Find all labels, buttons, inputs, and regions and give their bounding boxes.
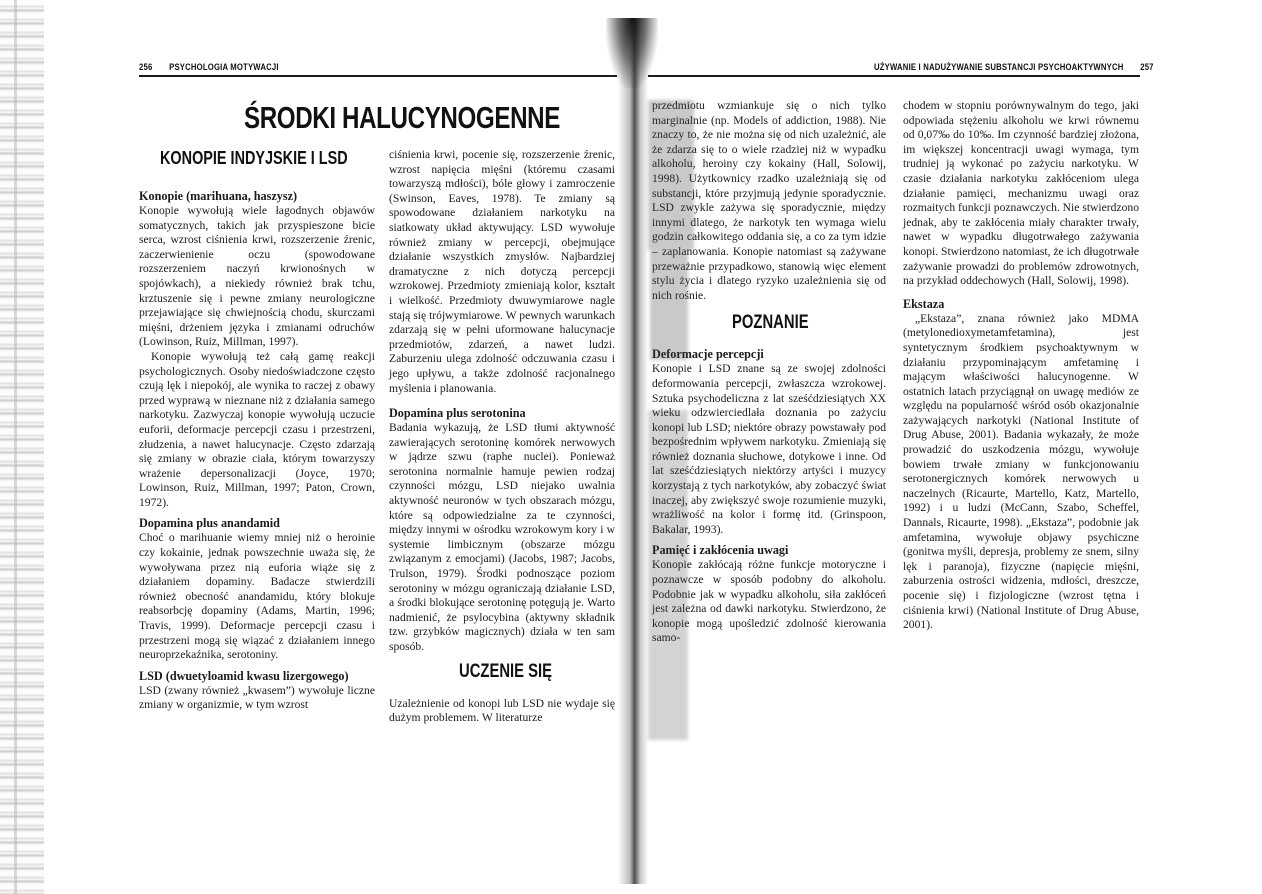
paragraph: przedmiotu wzmiankuje się o nich tylko marginalnie (np. Models of addiction, 1988). Nie znaczy to, że nie można się od nich uzależnić, ale że zdarza się to o wiele rzadziej niż w wypadku alkoholu, heroiny czy kokainy (Hall, Solowij, 1998). Użytkownicy rzadko uzależniają się od substancji, które przyjmują jedynie sporadycznie. LSD zwykle zażywa się sporadycznie, między innymi dlatego, że narkotyk ten wymaga wielu godzin całkowitego oddania się, a co za tym idzie – zaplanowania. Konopie natomiast są zażywane przeważnie przypadkowo, stanowią więc element stylu życia i dlatego ryzyko uzależnienia się od nich rośnie. — [652, 99, 886, 302]
left-page-column-2 — [389, 148, 615, 726]
subheading-memory: Pamięć i zakłócenia uwagi — [652, 543, 789, 558]
scan-smudge — [650, 250, 688, 360]
section-title-cannabis-lsd: KONOPIE INDYJSKIE I LSD — [160, 147, 348, 168]
left-page-header — [139, 62, 279, 72]
section-title-learning-wrap — [389, 655, 615, 697]
chapter-title: ŚRODKI HALUCYNOGENNE — [244, 100, 560, 135]
paragraph: Konopie zakłócają różne funkcje motoryczne i poznawcze w sposób podobny do alkoholu. Podobnie jak w wypadku alkoholu, siła zakłóceń jest zależna od dawki narkotyku. Stwierdzono, że konopie mogą upośledzić zdolność kierowania samo- — [652, 558, 886, 645]
subheading-cannabis: Konopie (marihuana, haszysz) — [139, 189, 298, 203]
paragraph: Uzależnienie od konopi lub LSD nie wydaje się dużym problemem. W literaturze — [389, 696, 615, 725]
right-page-column-2 — [903, 99, 1139, 633]
scan-page-edge — [0, 0, 44, 894]
scan-smudge — [648, 100, 694, 250]
paragraph: Choć o marihuanie wiemy mniej niż o heroinie czy kokainie, jednak powszechnie uważa się, że wywoływana przez nią euforia wiąże się z działaniem dopaminy. Badacze stwierdzili również obecność anandamidu, który blokuje reabsorbcję dopaminy (Adams, Martin, 1996; Travis, 1999). Deformacje percepcji czasu i przestrzeni mogą się wiązać z działaniem innego neuroprzekaźnika, serotoniny. — [139, 531, 375, 662]
subheading-anandamide: Dopamina plus anandamid — [139, 516, 280, 531]
left-page-number: 256 — [139, 62, 153, 72]
paragraph: Konopie wywołują wiele łagodnych objawów somatycznych, takich jak przyspieszone bicie serca, wzrost ciśnienia krwi, rozszerzenie źrenic, zaczerwienienie oczu (spowodowane rozszerzeniem naczyń krwionośnych w spojówkach), a niekiedy również brak tchu, krztuszenie się i pewne zmiany neurologiczne przejawiające się chwiejnością chodu, skurczami mięśni, drżeniem języka i zmianami odruchów (Lowinson, Ruiz, Millman, 1997). — [139, 204, 375, 349]
paragraph: Badania wykazują, że LSD tłumi aktywność zawierających serotoninę komórek nerwowych w jądrze szwu (raphe nuclei). Ponieważ serotonina normalnie hamuje pewien rodzaj czynności mózgu, LSD niejako uwalnia aktywność neuronów w tych obszarach mózgu, które są odpowiedzialne za te czynności, między innymi w ośrodku wzrokowym kory i w systemie limbicznym (obszarze mózgu związanym z emocjami) (Jacobs, 1987; Jacobs, Trulson, 1979). Środki podnoszące poziom serotoniny w mózgu ograniczają działanie LSD, a środki blokujące serotoninę potęgują je. Warto nadmienić, że psylocybina (aktywny składnik tzw. grzybków magicznych) działa w ten sam sposób. — [389, 421, 615, 653]
right-page-number: 257 — [1140, 62, 1154, 72]
gutter-smudge — [606, 18, 658, 88]
left-running-head: PSYCHOLOGIA MOTYWACJI — [169, 62, 279, 72]
paragraph: Konopie wywołują też całą gamę reakcji psychologicznych. Osoby niedoświadczone często czują lęk i niepokój, ale wynika to raczej z obawy przed wyprawą w nieznane niż z działania samego narkotyku. Zazwyczaj konopie wywołują uczucie euforii, deformacje percepcji czasu i przestrzeni, złudzenia, a nawet halucynacje. Często zdarzają się zmiany w obrazie ciała, którym towarzyszy wrażenie depersonalizacji (Joyce, 1970; Lowinson, Ruiz, Millman, 1997; Paton, Crown, 1972). — [139, 349, 375, 509]
paragraph: Konopie i LSD znane są ze swojej zdolności deformowania percepcji, zwłaszcza wzrokowej. Sztuka psychodeliczna z lat sześćdziesiątych XX wieku odzwierciedlała doznania po zażyciu konopi lub LSD; niektóre obrazy powstawały pod bezpośrednim wpływem narkotyku. Zmieniają się również doznania słuchowe, dotykowe i inne. Od lat sześćdziesiątych niektórzy artyści i muzycy korzystają z tych narkotyków, aby zobaczyć świat inaczej, aby zwiększyć swoje rozumienie muzyki, wrażliwość na kolor i formę itd. (Grinspoon, Bakalar, 1993). — [652, 362, 886, 536]
left-header-rule — [139, 75, 617, 77]
section-title-cognition: POZNANIE — [732, 312, 809, 334]
section-title-learning: UCZENIE SIĘ — [459, 660, 553, 682]
right-header-rule — [648, 75, 1140, 77]
left-page-column-1 — [139, 189, 375, 713]
subheading-perception: Deformacje percepcji — [652, 347, 764, 362]
book-gutter-shadow — [618, 18, 648, 884]
subheading-serotonin: Dopamina plus serotonina — [389, 406, 526, 421]
paragraph: „Ekstaza”, znana również jako MDMA (metylonedioxymetamfetamina), jest syntetycznym środkiem psychoaktywnym w działaniu przypominającym amfetaminę i mającym właściwości halucynogenne. W ostatnich latach przyciągnął on uwagę mediów ze względu na popularność wśród osób okazjonalnie zażywających narkotyki (National Institute of Drug Abuse, 2001). Badania wykazały, że może prowadzić do uszkodzenia mózgu, wywołuje bowiem trwałe zmiany w funkcjonowaniu serotonergicznych komórek nerwowych u naczelnych (Ricaurte, Martello, Katz, Martello, 1992) i u ludzi (McCann, Szabo, Scheffel, Dannals, Ricaurte, 1998). „Ekstaza”, podobnie jak amfetamina, wywołuje objawy psychiczne (gonitwa myśli, depresja, problemy ze snem, silny lęk i paranoja), fizyczne (napięcie mięśni, zaburzenia ostrości widzenia, mdłości, dreszcze, pocenie się) i fizjologiczne (wzrost tętna i ciśnienia krwi) (National Institute of Drug Abuse, 2001). — [903, 311, 1139, 632]
right-running-head: UŻYWANIE I NADUŻYWANIE SUBSTANCJI PSYCHOAKTYWNYCH — [874, 62, 1124, 72]
right-page-header — [874, 62, 1154, 72]
subheading-lsd: LSD (dwuetyloamid kwasu lizergowego) — [139, 668, 349, 683]
scan-smudge — [648, 410, 688, 740]
subheading-ecstasy: Ekstaza — [903, 296, 945, 311]
paragraph: chodem w stopniu porównywalnym do tego, jaki odpowiada stężeniu alkoholu we krwi równemu od 0,07‰ do 10‰. Im czynność bardziej złożona, im większej koncentracji uwagi wymaga, tym trudniej ją wykonać po zażyciu narkotyku. W czasie działania narkotyku zakłóceniom ulega działanie pamięci, mechanizmu uwagi oraz rozmaitych funkcji poznawczych. Nie stwierdzono jednak, aby te zakłócenia miały charakter trwały, nawet w wypadku długotrwałego zażywania konopi. Stwierdzono natomiast, że ich długotrwałe zażywanie prowadzi do problemów zdrowotnych, na przykład oddechowych (Hall, Solowij, 1998). — [903, 99, 1140, 288]
paragraph: ciśnienia krwi, pocenie się, rozszerzenie źrenic, wzrost napięcia mięśni (któremu czasami towarzyszą mdłości), bóle głowy i zamroczenie (Swinson, Eaves, 1978). Te zmiany są spowodowane działaniem narkotyku na siatkowaty układ aktywujący. LSD wywołuje również zmiany w percepcji, obejmujące działanie wszystkich zmysłów. Najbardziej dramatyczne z nich dotyczą percepcji wzrokowej. Przedmioty zmieniają kolor, kształt i wielkość. Przedmioty dwuwymiarowe nagle stają się trójwymiarowe. W pewnych warunkach zdarzają się w pełni uformowane halucynacje przedmiotów, zdarzeń, a nawet ludzi. Zaburzeniu ulega zdolność odczuwania czasu i jego upływu, a także zdolność racjonalnego myślenia i planowania. — [389, 148, 615, 395]
paragraph: LSD (zwany również „kwasem”) wywołuje liczne zmiany w organizmie, w tym wzrost — [139, 683, 375, 712]
